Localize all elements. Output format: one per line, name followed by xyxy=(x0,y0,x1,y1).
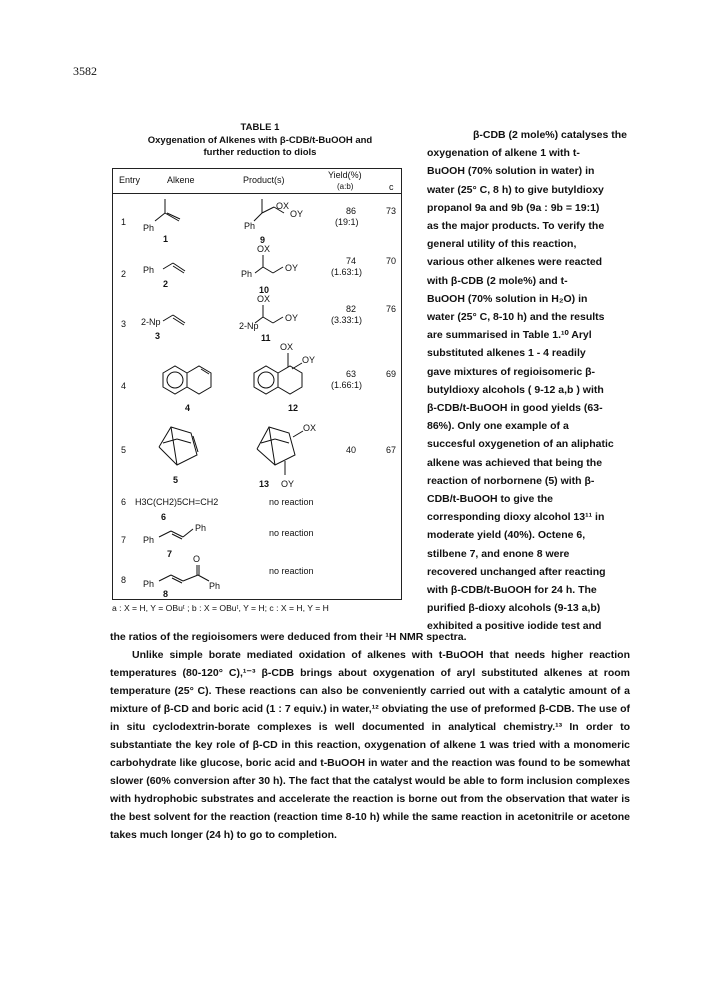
row7-entry: 7 xyxy=(121,535,127,545)
ph-label-2: Ph xyxy=(143,265,155,275)
rcol-line: succesful oxygenetion of an aliphatic xyxy=(427,438,614,451)
oy-label-10: OY xyxy=(285,263,299,273)
row5-yield-c: 67 xyxy=(386,445,397,455)
rcol-line: butyldioxy alcohols ( 9-12 a,b ) with xyxy=(427,383,604,396)
rcol-line: recovered unchanged after reacting xyxy=(427,565,606,578)
row4-yield-c: 69 xyxy=(386,369,397,379)
oy-label-13: OY xyxy=(281,479,295,489)
rcol-line: β-CDB/t-BuOOH in good yields (63- xyxy=(427,402,603,415)
rcol-line: CDB/t-BuOOH to give the xyxy=(427,493,553,506)
row1-yield-c: 73 xyxy=(386,206,397,216)
rcol-line: stilbene 7, and enone 8 were xyxy=(427,547,570,560)
header-ratio: (a:b) xyxy=(337,182,354,191)
row6-product: no reaction xyxy=(269,497,314,507)
rcol-line: propanol 9a and 9b (9a : 9b = 19:1) xyxy=(427,201,600,214)
alkene-num-4: 4 xyxy=(185,403,191,413)
rcol-line: reaction of norbornene (5) with β- xyxy=(427,474,595,487)
ph-label-8b: Ph xyxy=(209,581,221,591)
rcol-line: as the major products. To verify the xyxy=(427,220,605,233)
ph-label-7b: Ph xyxy=(195,523,207,533)
row2-ratio: (1.63:1) xyxy=(331,267,363,277)
row3-yield-c: 76 xyxy=(386,304,397,314)
alkene-num-7: 7 xyxy=(167,549,173,559)
alkene-num-1: 1 xyxy=(163,234,169,244)
right-column-text xyxy=(427,126,627,636)
row1-entry: 1 xyxy=(121,217,127,227)
np-label-11: 2-Np xyxy=(239,321,259,331)
ph-label-9: Ph xyxy=(244,221,256,231)
rcol-line: water (25° C, 8-10 h) and the results xyxy=(427,311,605,324)
rcol-line: purified β-dioxy alcohols (9-13 a,b) xyxy=(427,602,601,615)
product-num-9: 9 xyxy=(260,235,266,245)
header-alkene: Alkene xyxy=(167,175,195,185)
oy-label-12: OY xyxy=(302,355,316,365)
product-num-13: 13 xyxy=(259,479,270,489)
row8-entry: 8 xyxy=(121,575,127,585)
alkene-num-8: 8 xyxy=(163,589,169,599)
table-label: TABLE 1 xyxy=(240,122,280,133)
row3-entry: 3 xyxy=(121,319,127,329)
rcol-line: substituted alkenes 1 - 4 readily xyxy=(427,347,586,360)
row4-ratio: (1.66:1) xyxy=(331,380,363,390)
header-entry: Entry xyxy=(119,175,141,185)
row2-yield-c: 70 xyxy=(386,256,397,266)
rcol-line: various other alkenes were reacted xyxy=(427,256,603,269)
rcol-line: moderate yield (40%). Octene 6, xyxy=(427,529,586,542)
alkene-num-2: 2 xyxy=(163,279,169,289)
ox-label-10: OX xyxy=(257,244,271,254)
rcol-line: oxygenation of alkene 1 with t- xyxy=(427,147,580,160)
ox-label-12: OX xyxy=(280,342,294,352)
row4-yield: 63 xyxy=(346,369,357,379)
alkene-1-structure xyxy=(143,199,193,243)
alkene-num-3: 3 xyxy=(155,331,161,341)
table-caption-line2: further reduction to diols xyxy=(203,147,317,158)
row4-entry: 4 xyxy=(121,381,127,391)
row3-ratio: (3.33:1) xyxy=(331,315,363,325)
body-text xyxy=(110,628,630,844)
ph-label-8a: Ph xyxy=(143,579,155,589)
oy-label-9: OY xyxy=(290,209,304,219)
header-c: c xyxy=(389,182,394,192)
rcol-line: with β-CDB/t-BuOOH for 24 h. The xyxy=(427,584,597,597)
table-caption-line1: Oxygenation of Alkenes with β-CDB/t-BuOOH and xyxy=(147,135,373,146)
alkene-3-structure xyxy=(141,313,197,347)
product-num-10: 10 xyxy=(259,285,270,295)
ox-label-9: OX xyxy=(276,201,290,211)
table-1 xyxy=(112,168,402,600)
rcol-line: BuOOH (70% solution in H₂O) in xyxy=(427,292,588,305)
rcol-line: gave mixtures of regioisomeric β- xyxy=(427,365,596,378)
alkene-2-structure xyxy=(143,261,193,293)
row6-alkene-num: 6 xyxy=(161,512,167,522)
row7-product: no reaction xyxy=(269,528,314,538)
header-divider xyxy=(113,193,401,194)
alkene-4-structure xyxy=(153,359,223,423)
product-12-structure xyxy=(248,341,338,423)
alkene-num-5: 5 xyxy=(173,475,179,485)
body-paragraph-2: Unlike simple borate mediated oxidation of alkenes with t-BuOOH that needs higher reaction temperatures (80-120° C),¹⁻³ β-CDB brings about oxygenation of aryl substituted alkenes at room temperature (25° C). These reactions can also be conveniently carried out with a catalytic amount of a mixture of β-CD and boric acid (1 : 7 equiv.) in water,¹² obviating the use of preformed β-CDB. The use of in situ cyclodextrin-borate complexes is well documented in analytical chemistry.¹³ In order to substantiate the key role of β-CD in this reaction, oxygenation of alkene 1 was tried with a monomeric carbohydrate like glucose, boric acid and t-BuOOH in water and the reaction was found to be somewhat slower (60% conversion after 30 h). The fact that the catalyst would be able to form inclusion complexes with hydrophobic substrates and accelerate the reaction is borne out from the observation that water is the best solvent for the reaction (reaction time 8-10 h) while the same reaction in acetonitrile or acetone takes much longer (24 h) to go to completion. xyxy=(110,649,630,841)
table-footnote: a : X = H, Y = OBuᵗ ; b : X = OBuᵗ, Y = H; c : X = H, Y = H xyxy=(112,603,329,613)
o-label-8: O xyxy=(193,554,201,564)
np-label-3: 2-Np xyxy=(141,317,161,327)
body-paragraph-1: the ratios of the regioisomers were deduced from their ¹H NMR spectra. xyxy=(110,631,467,643)
rcol-line: β-CDB (2 mole%) catalyses the xyxy=(472,129,627,141)
rcol-line: general utility of this reaction, xyxy=(427,238,577,251)
product-num-11: 11 xyxy=(261,333,271,343)
row6-entry: 6 xyxy=(121,497,127,507)
rcol-line: are summarised in Table 1.¹⁰ Aryl xyxy=(427,329,592,342)
alkene-8-structure xyxy=(143,553,223,599)
rcol-line: with β-CDB (2 mole%) and t- xyxy=(427,274,568,287)
rcol-line: alkene was achieved that being the xyxy=(427,456,603,469)
rcol-line: 86%). Only one example of a xyxy=(427,420,569,433)
row2-yield: 74 xyxy=(346,256,357,266)
ph-label-1: Ph xyxy=(143,223,155,233)
alkene-5-structure xyxy=(153,421,213,487)
row5-yield: 40 xyxy=(346,445,357,455)
rcol-line: water (25° C, 8 h) to give butyldioxy xyxy=(427,183,604,196)
rcol-line: BuOOH (70% solution in water) in xyxy=(427,165,595,178)
header-products: Product(s) xyxy=(243,175,285,185)
page-number: 3582 xyxy=(73,64,97,78)
product-13-structure xyxy=(249,415,339,493)
row1-ratio: (19:1) xyxy=(335,217,359,227)
header-yield: Yield(%) xyxy=(328,170,362,180)
ph-label-7a: Ph xyxy=(143,535,155,545)
ph-label-10: Ph xyxy=(241,269,253,279)
row1-yield: 86 xyxy=(346,206,357,216)
row3-yield: 82 xyxy=(346,304,357,314)
row8-product: no reaction xyxy=(269,566,314,576)
row6-alkene-name: H3C(CH2)5CH=CH2 xyxy=(135,497,219,507)
oy-label-11: OY xyxy=(285,313,299,323)
product-9-structure xyxy=(238,199,318,247)
rcol-line: corresponding dioxy alcohol 13¹¹ in xyxy=(427,511,605,524)
ox-label-13: OX xyxy=(303,423,317,433)
product-num-12: 12 xyxy=(288,403,299,413)
row5-entry: 5 xyxy=(121,445,127,455)
row2-entry: 2 xyxy=(121,269,127,279)
ox-label-11: OX xyxy=(257,294,271,304)
rcol-line: exhibited a positive iodide test and xyxy=(427,620,602,633)
